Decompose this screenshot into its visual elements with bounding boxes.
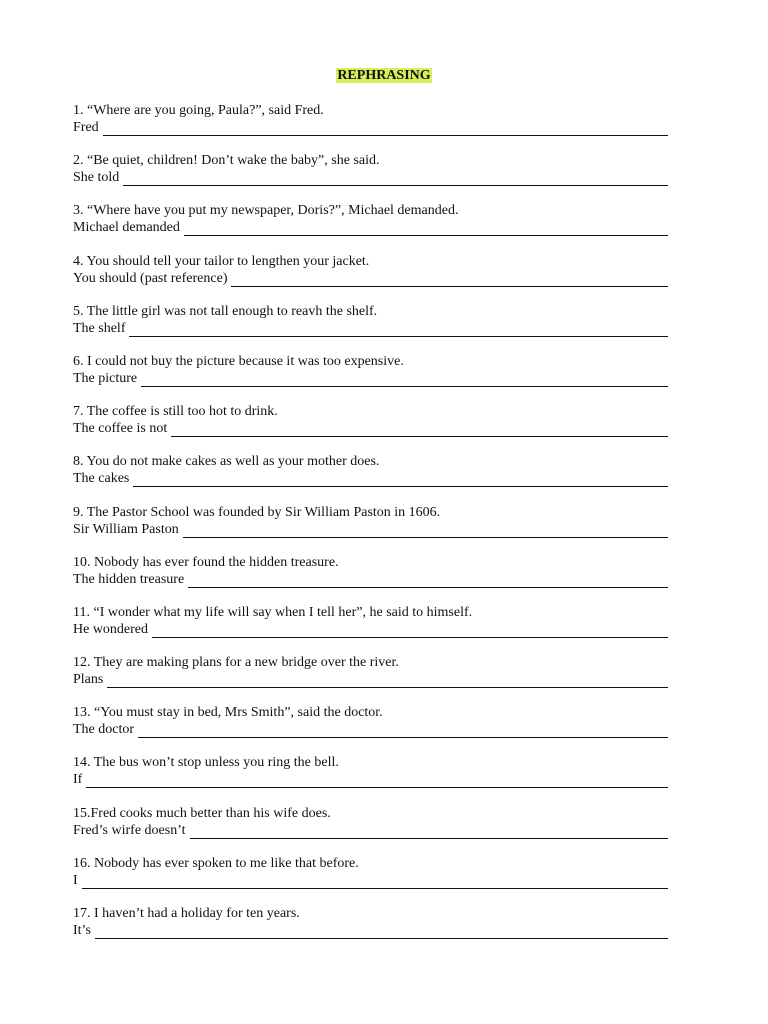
answer-prompt: The cakes — [73, 471, 130, 487]
exercise-item — [73, 754, 668, 804]
answer-line[interactable] — [184, 222, 668, 236]
exercise-sentence: 5. The little girl was not tall enough to reavh the shelf. — [73, 303, 378, 319]
exercise-sentence: 4. You should tell your tailor to lengthen your jacket. — [73, 253, 370, 269]
answer-line[interactable] — [190, 825, 669, 839]
exercise-item — [73, 905, 668, 955]
exercise-item — [73, 453, 668, 503]
answer-row — [73, 922, 668, 939]
exercise-item — [73, 805, 668, 855]
answer-row — [73, 219, 668, 236]
exercise-sentence: 7. The coffee is still too hot to drink. — [73, 404, 278, 420]
answer-line[interactable] — [123, 172, 668, 186]
exercise-item — [73, 303, 668, 353]
answer-row — [73, 470, 668, 487]
exercise-sentence: 2. “Be quiet, children! Don’t wake the baby”, she said. — [73, 153, 380, 169]
exercise-item — [73, 504, 668, 554]
exercise-sentence: 15.Fred cooks much better than his wife does. — [73, 805, 331, 821]
answer-line[interactable] — [86, 774, 668, 788]
exercise-list — [73, 102, 668, 955]
exercise-item — [73, 855, 668, 905]
exercise-item — [73, 253, 668, 303]
answer-prompt: If — [73, 772, 83, 788]
title-text: REPHRASING — [337, 68, 431, 83]
exercise-sentence: 14. The bus won’t stop unless you ring the bell. — [73, 755, 339, 771]
answer-row — [73, 169, 668, 186]
exercise-item — [73, 604, 668, 654]
answer-line[interactable] — [107, 674, 668, 688]
exercise-item — [73, 152, 668, 202]
answer-prompt: She told — [73, 170, 120, 186]
answer-line[interactable] — [129, 323, 668, 337]
exercise-sentence: 16. Nobody has ever spoken to me like that before. — [73, 855, 359, 871]
answer-line[interactable] — [183, 524, 668, 538]
exercise-item — [73, 704, 668, 754]
exercise-item — [73, 102, 668, 152]
answer-row — [73, 521, 668, 538]
answer-prompt: The hidden treasure — [73, 571, 185, 587]
answer-line[interactable] — [141, 373, 668, 387]
answer-prompt: It’s — [73, 923, 91, 938]
exercise-sentence: 3. “Where have you put my newspaper, Doris?”, Michael demanded. — [73, 203, 459, 219]
answer-prompt: The picture — [73, 370, 138, 386]
answer-line[interactable] — [188, 574, 668, 588]
answer-prompt: Fred’s wirfe doesn’t — [73, 822, 186, 838]
answer-prompt: He wondered — [73, 621, 149, 637]
exercise-sentence: 1. “Where are you going, Paula?”, said Fred. — [73, 103, 324, 118]
answer-prompt: Sir William Paston — [73, 521, 179, 537]
exercise-item — [73, 654, 668, 704]
exercise-item — [73, 403, 668, 453]
answer-line[interactable] — [231, 273, 668, 287]
answer-row — [73, 119, 668, 136]
answer-line[interactable] — [82, 875, 668, 889]
answer-prompt: Michael demanded — [73, 220, 180, 236]
exercise-sentence: 17. I haven’t had a holiday for ten years. — [73, 906, 300, 921]
answer-row — [73, 621, 668, 638]
answer-row — [73, 721, 668, 738]
answer-prompt: The shelf — [73, 320, 126, 336]
exercise-item — [73, 202, 668, 252]
exercise-sentence: 12. They are making plans for a new bridge over the river. — [73, 655, 399, 671]
exercise-item — [73, 554, 668, 604]
answer-prompt: I — [73, 872, 78, 888]
answer-row — [73, 771, 668, 788]
answer-prompt: Plans — [73, 672, 104, 688]
answer-line[interactable] — [171, 423, 668, 437]
answer-prompt: You should (past reference) — [73, 270, 228, 286]
page-title — [0, 66, 768, 86]
answer-row — [73, 320, 668, 337]
exercise-sentence: 6. I could not buy the picture because it was too expensive. — [73, 353, 404, 369]
answer-row — [73, 671, 668, 688]
answer-row — [73, 822, 668, 839]
answer-line[interactable] — [133, 473, 668, 487]
answer-line[interactable] — [103, 122, 668, 136]
answer-row — [73, 370, 668, 387]
exercise-sentence: 13. “You must stay in bed, Mrs Smith”, said the doctor. — [73, 705, 383, 721]
answer-line[interactable] — [138, 724, 668, 738]
answer-prompt: The coffee is not — [73, 421, 168, 437]
answer-line[interactable] — [152, 624, 668, 638]
answer-line[interactable] — [95, 925, 668, 939]
answer-prompt: The doctor — [73, 722, 135, 738]
exercise-sentence: 11. “I wonder what my life will say when I tell her”, he said to himself. — [73, 604, 473, 620]
answer-row — [73, 420, 668, 437]
answer-row — [73, 270, 668, 287]
answer-row — [73, 872, 668, 889]
exercise-sentence: 10. Nobody has ever found the hidden treasure. — [73, 554, 339, 570]
answer-row — [73, 571, 668, 588]
exercise-sentence: 8. You do not make cakes as well as your mother does. — [73, 454, 380, 470]
exercise-sentence: 9. The Pastor School was founded by Sir William Paston in 1606. — [73, 504, 441, 520]
answer-prompt: Fred — [73, 120, 99, 135]
exercise-item — [73, 353, 668, 403]
